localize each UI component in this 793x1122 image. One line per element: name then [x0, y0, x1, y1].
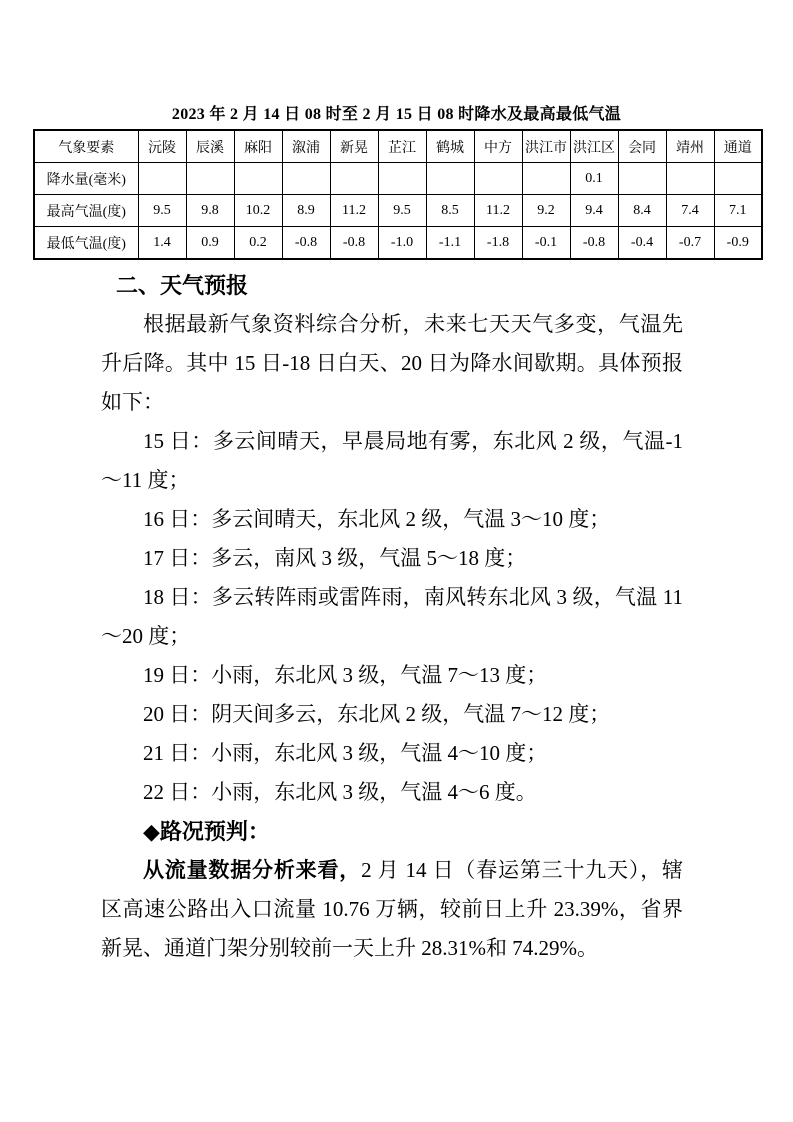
table-cell: 9.5	[138, 195, 186, 227]
table-cell	[378, 163, 426, 195]
forecast-day-line: 21 日：小雨，东北风 3 级，气温 4～10 度；	[143, 741, 548, 765]
table-header-cell: 溆浦	[282, 130, 330, 163]
table-cell: 9.4	[570, 195, 618, 227]
table-cell: 0.1	[570, 163, 618, 195]
forecast-day-line: 16 日：多云间晴天，东北风 2 级，气温 3～10 度；	[143, 507, 611, 531]
table-cell	[282, 163, 330, 195]
table-row	[34, 195, 762, 227]
table-cell: 0.2	[234, 227, 282, 260]
table-cell: 7.1	[714, 195, 762, 227]
table-header-cell: 鹤城	[426, 130, 474, 163]
table-header-cell: 沅陵	[138, 130, 186, 163]
forecast-day-line: 18 日：多云转阵雨或雷阵雨，南风转东北风 3 级，气温 11～20 度；	[101, 585, 683, 648]
table-row-label: 降水量(毫米)	[34, 163, 138, 195]
table-header-row	[34, 130, 762, 163]
table-cell: -1.8	[474, 227, 522, 260]
table-header-cell: 麻阳	[234, 130, 282, 163]
table-cell: -1.0	[378, 227, 426, 260]
table-cell	[666, 163, 714, 195]
table-cell: 9.5	[378, 195, 426, 227]
weather-table-body	[34, 130, 762, 259]
table-header-cell: 会同	[618, 130, 666, 163]
table-header-cell: 洪江区	[570, 130, 618, 163]
document-body	[101, 266, 683, 968]
table-cell	[474, 163, 522, 195]
table-cell: -0.1	[522, 227, 570, 260]
table-cell	[234, 163, 282, 195]
table-cell: -0.8	[282, 227, 330, 260]
table-cell	[138, 163, 186, 195]
table-cell: 8.5	[426, 195, 474, 227]
table-cell	[330, 163, 378, 195]
weather-table-title: 2023 年 2 月 14 日 08 时至 2 月 15 日 08 时降水及最高最低气温	[171, 106, 622, 123]
forecast-day-line: 19 日：小雨，东北风 3 级，气温 7～13 度；	[143, 663, 548, 687]
table-cell: 1.4	[138, 227, 186, 260]
table-cell: 11.2	[330, 195, 378, 227]
road-paragraph	[101, 851, 683, 968]
forecast-intro-paragraph: 根据最新气象资料综合分析，未来七天天气多变，气温先升后降。其中 15 日-18 日白天、20 日为降水间歇期。具体预报如下：	[101, 312, 683, 414]
forecast-day-line: 22 日：小雨，东北风 3 级，气温 4～6 度。	[143, 780, 537, 804]
road-section-heading: ◆路况预判：	[143, 819, 270, 844]
table-header-cell: 靖州	[666, 130, 714, 163]
weather-data-table	[33, 129, 763, 260]
table-header-cell: 通道	[714, 130, 762, 163]
table-cell: 9.2	[522, 195, 570, 227]
table-header-cell: 气象要素	[34, 130, 138, 163]
road-paragraph-body: 2 月 14 日（春运第三十九天），辖区高速公路出入口流量 10.76 万辆，较前日上升 23.39%，省界新晃、通道门架分别较前一天上升 28.31%和 74.29%。	[101, 858, 684, 960]
forecast-day-line: 20 日：阴天间多云，东北风 2 级，气温 7～12 度；	[143, 702, 611, 726]
table-cell	[426, 163, 474, 195]
table-row-label: 最低气温(度)	[34, 227, 138, 260]
table-header-cell: 芷江	[378, 130, 426, 163]
table-cell	[186, 163, 234, 195]
table-cell: 8.4	[618, 195, 666, 227]
table-header-cell: 洪江市	[522, 130, 570, 163]
table-cell: -0.9	[714, 227, 762, 260]
table-header-cell: 新晃	[330, 130, 378, 163]
table-cell: -0.8	[330, 227, 378, 260]
table-cell: -1.1	[426, 227, 474, 260]
table-cell: 0.9	[186, 227, 234, 260]
table-cell: 11.2	[474, 195, 522, 227]
table-cell: -0.8	[570, 227, 618, 260]
table-cell	[522, 163, 570, 195]
forecast-day-line: 17 日：多云，南风 3 级，气温 5～18 度；	[143, 546, 527, 570]
forecast-section-heading: 二、天气预报	[116, 273, 249, 298]
table-cell: 9.8	[186, 195, 234, 227]
table-row	[34, 227, 762, 260]
table-row	[34, 163, 762, 195]
table-cell: 8.9	[282, 195, 330, 227]
table-cell: 7.4	[666, 195, 714, 227]
table-header-cell: 辰溪	[186, 130, 234, 163]
road-paragraph-lead: 从流量数据分析来看，	[143, 858, 362, 882]
forecast-daily-list	[101, 422, 683, 812]
table-header-cell: 中方	[474, 130, 522, 163]
table-cell: 10.2	[234, 195, 282, 227]
forecast-day-line: 15 日：多云间晴天，早晨局地有雾，东北风 2 级，气温-1～11 度；	[101, 429, 683, 492]
table-cell	[714, 163, 762, 195]
table-row-label: 最高气温(度)	[34, 195, 138, 227]
table-cell	[618, 163, 666, 195]
table-cell: -0.4	[618, 227, 666, 260]
table-cell: -0.7	[666, 227, 714, 260]
